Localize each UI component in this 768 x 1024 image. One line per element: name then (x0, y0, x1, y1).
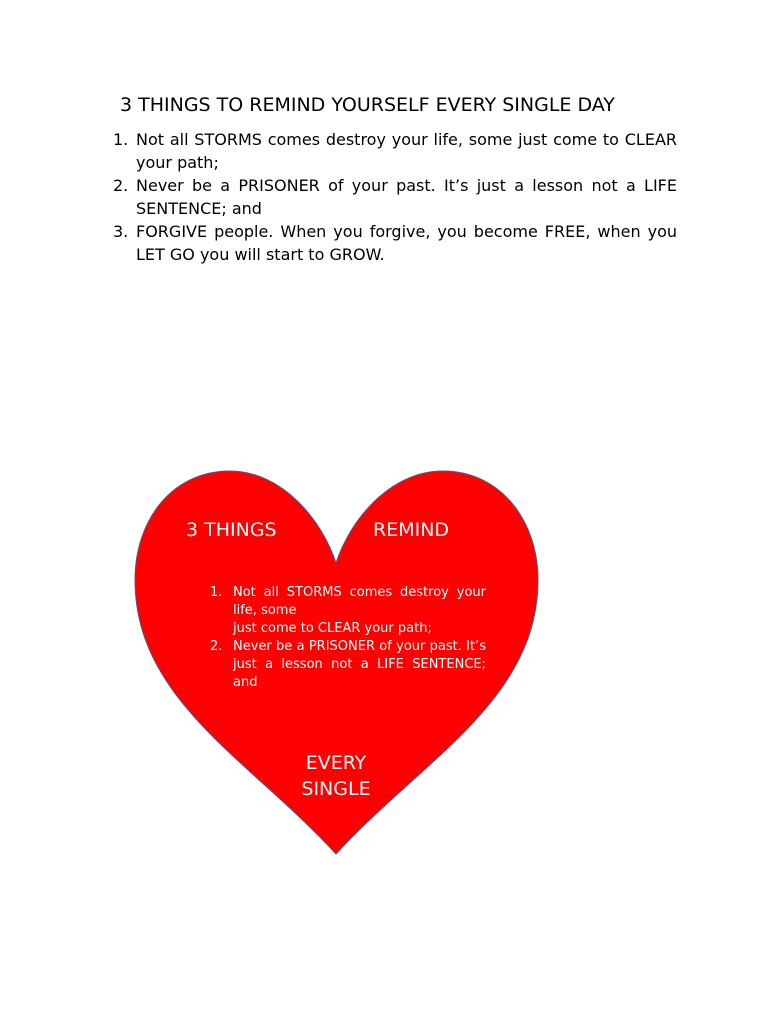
heart-title-right: REMIND (373, 519, 450, 541)
heart-list-number: 1. (210, 585, 223, 600)
heart-list-number: 2. (210, 639, 223, 654)
heart-bottom-line: SINGLE (301, 778, 371, 800)
list-number: 2. (113, 176, 129, 195)
heart-title-left: 3 THINGS (186, 519, 277, 541)
page-title: 3 THINGS TO REMIND YOURSELF EVERY SINGLE DAY (120, 94, 615, 116)
heart-list (210, 584, 486, 692)
heart-bottom-line: EVERY (305, 752, 367, 774)
list-number: 3. (113, 222, 129, 241)
list-text: Not all STORMS comes destroy your life, some just come to CLEAR your path; (136, 130, 677, 172)
heart-list-text: Not all STORMS comes destroy your life, some (233, 585, 486, 618)
heart-list-item (210, 638, 486, 692)
heart-bottom-text (276, 750, 396, 802)
heart-list-text: Never be a PRISONER of your past. It’s just a lesson not a LIFE SENTENCE; and (233, 639, 486, 690)
list-text: Never be a PRISONER of your past. It’s just a lesson not a LIFE SENTENCE; and (136, 176, 677, 218)
list-text: FORGIVE people. When you forgive, you become FREE, when you LET GO you will start to GROW. (136, 222, 677, 264)
list-number: 1. (113, 130, 129, 149)
heart-list-item (210, 584, 486, 638)
heart-list-text-cont: just come to CLEAR your path; (233, 621, 432, 636)
